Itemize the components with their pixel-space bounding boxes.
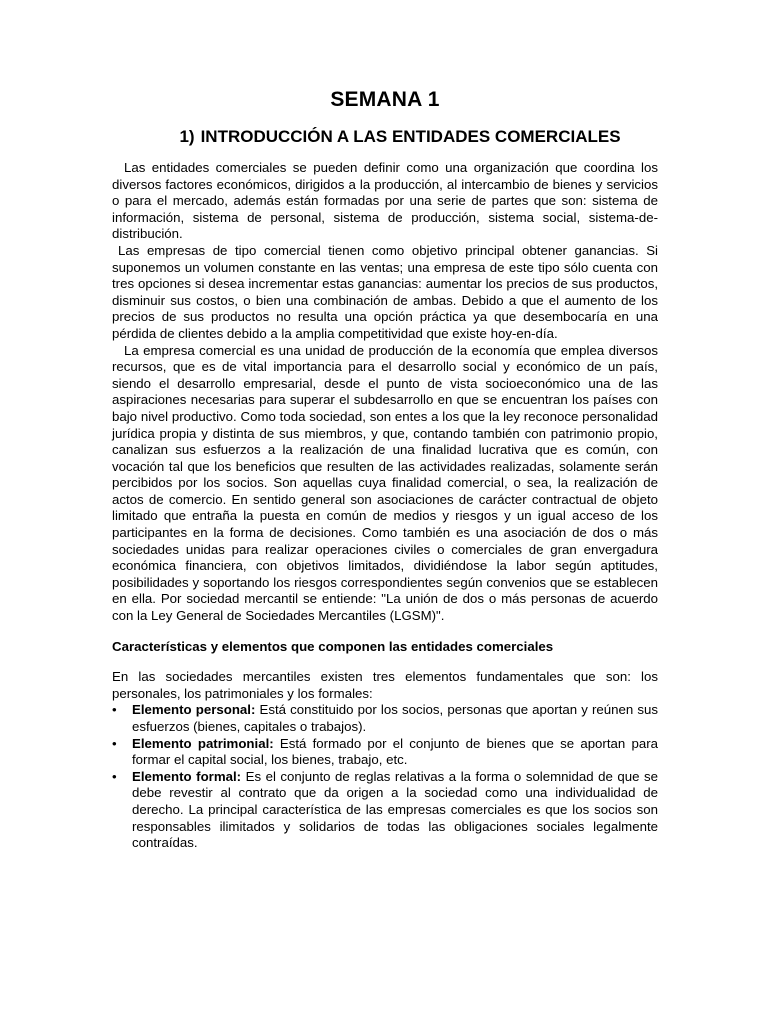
bullet-icon: •	[112, 702, 117, 718]
section-number: 1)	[179, 127, 195, 146]
list-item	[112, 769, 658, 852]
element-term: Elemento patrimonial:	[132, 735, 274, 751]
section-title	[112, 126, 658, 148]
paragraph-definition: Las entidades comerciales se pueden definir como una organización que coordina los diversos factores económicos, dirigidos a la producción, al intercambio de bienes y servicios o para el mercado, además están formadas por una serie de partes que son: sistema de información, sistema de personal, sistema de producción, sistema social, sistema-de-distribución.	[112, 160, 658, 242]
bullet-icon: •	[112, 735, 117, 751]
element-term: Elemento formal:	[132, 768, 242, 784]
bullet-icon: •	[112, 768, 117, 784]
element-description: Está formado por el conjunto de bienes que se aportan para formar el capital social, los bienes, trabajo, etc.	[132, 735, 658, 768]
list-item	[112, 702, 658, 735]
intro-body	[112, 160, 658, 625]
elements-list	[112, 702, 658, 851]
section-title-text: INTRODUCCIÓN A LAS ENTIDADES COMERCIALES	[200, 127, 621, 146]
week-title: SEMANA 1	[330, 88, 440, 111]
paragraph-commercial-enterprise: La empresa comercial es una unidad de producción de la economía que emplea diversos recursos, que es de vital importancia para el desarrollo social y económico de un país, siendo el desarrollo empresarial, desde el punto de vista socioeconómico una de las aspiraciones necesarias para superar el subdesarrollo en que se encuentran los países con bajo nivel productivo. Como toda sociedad, son entes a los que la ley reconoce personalidad jurídica propia y distinta de sus miembros, y que, contando también con patrimonio propio, canalizan sus esfuerzos a la realización de una finalidad lucrativa que es común, con vocación tal que los beneficios que resulten de las actividades realizadas, solamente serán percibidos por los socios. Son aquellas cuya finalidad comercial, o sea, la realización de actos de comercio. En sentido general son asociaciones de carácter contractual de objeto limitado que entraña la puesta en común de medios y riesgos y un igual acceso de los participantes en la forma de decisiones. Como también es una asociación de dos o más sociedades unidas para realizar operaciones civiles o comerciales de gran envergadura económica financiera, con objetivos limitados, dividiéndose la labor según aptitudes, posibilidades y soportando los riesgos correspondientes según convenios que se establecen en ella. Por sociedad mercantil se entiende: "La unión de dos o más personas de acuerdo con la Ley General de Sociedades Mercantiles (LGSM)".	[112, 342, 658, 624]
element-term: Elemento personal:	[132, 702, 256, 718]
element-description: Es el conjunto de reglas relativas a la forma o solemnidad de que se debe revestir al contrato que da origen a la sociedad como una individualidad de derecho. La principal característica de las empresas comerciales es que los socios son responsables ilimitados y solidarios de todas las obligaciones sociales legalmente contraídas.	[132, 768, 658, 851]
subheading-characteristics: Características y elementos que componen las entidades comerciales	[112, 638, 554, 654]
list-item	[112, 736, 658, 769]
element-description: Está constituido por los socios, personas que aportan y reúnen sus esfuerzos (bienes, capitales o trabajos).	[132, 702, 658, 734]
paragraph-objectives: Las empresas de tipo comercial tienen como objetivo principal obtener ganancias. Si suponemos un volumen constante en las ventas; una empresa de este tipo sólo cuenta con tres opciones si desea incrementar estas ganancias: aumentar los precios de sus productos, disminuir sus costos, o bien una combinación de ambas. Debido a que el aumento de los precios de sus productos no resulta una opción práctica ya que desembocaría en una pérdida de clientes debido a la amplia competitividad que existe hoy-en-día.	[112, 242, 658, 341]
elements-lead: En las sociedades mercantiles existen tres elementos fundamentales que son: los personales, los patrimoniales y los formales:	[112, 669, 658, 701]
